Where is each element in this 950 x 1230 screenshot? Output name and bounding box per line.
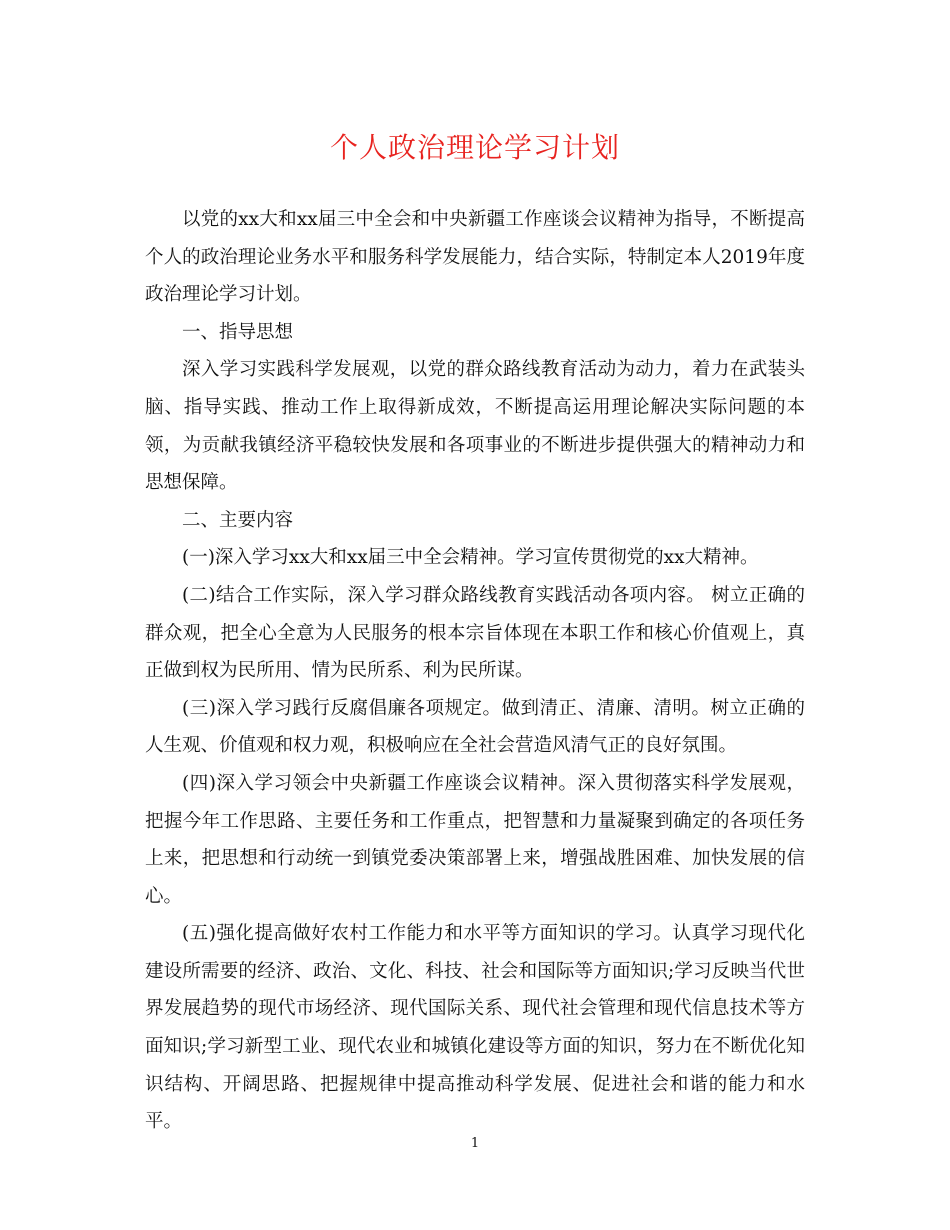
intro-paragraph: 以党的xx大和xx届三中全会和中央新疆工作座谈会议精神为指导，不断提高个人的政治理论业务水平和服务科学发展能力，结合实际，特制定本人2019年度政治理论学习计划。: [145, 209, 805, 306]
content-item-4: (四)深入学习领会中央新疆工作座谈会议精神。深入贯彻落实科学发展观，把握今年工作思路、主要任务和工作重点，把智慧和力量凝聚到确定的各项任务上来，把思想和行动统一到镇党委决策部署上来，增强战胜困难、加快发展的信心。: [145, 772, 805, 907]
section-heading-guiding-ideology: 一、指导思想: [182, 321, 294, 343]
content-item-2: (二)结合工作实际，深入学习群众路线教育实践活动各项内容。 树立正确的群众观，把全心全意为人民服务的根本宗旨体现在本职工作和核心价值观上，真正做到权为民所用、情为民所系、利为民所谋。: [145, 584, 805, 682]
content-item-1: (一)深入学习xx大和xx届三中全会精神。学习宣传贯彻党的xx大精神。: [182, 547, 759, 569]
document-body: [145, 201, 805, 1141]
content-item-3: (三)深入学习践行反腐倡廉各项规定。做到清正、清廉、清明。树立正确的人生观、价值观和权力观，积极响应在全社会营造风清气正的良好氛围。: [145, 697, 805, 757]
document-title: 个人政治理论学习计划: [329, 131, 620, 164]
section-heading-main-content: 二、主要内容: [182, 509, 294, 531]
content-item-5: (五)强化提高做好农村工作能力和水平等方面知识的学习。认真学习现代化建设所需要的经济、政治、文化、科技、社会和国际等方面知识;学习反映当代世界发展趋势的现代市场经济、现代国际关系、现代社会管理和现代信息技术等方面知识;学习新型工业、现代农业和城镇化建设等方面的知识，努力在不断优化知识结构、开阔思路、把握规律中提高推动科学发展、促进社会和谐的能力和水平。: [145, 923, 805, 1133]
guiding-ideology-paragraph: 深入学习实践科学发展观，以党的群众路线教育活动为动力，着力在武装头脑、指导实践、推动工作上取得新成效，不断提高运用理论解决实际问题的本领，为贡献我镇经济平稳较快发展和各项事业的不断进步提供强大的精神动力和思想保障。: [145, 359, 805, 494]
page-number: 1: [470, 1136, 480, 1151]
